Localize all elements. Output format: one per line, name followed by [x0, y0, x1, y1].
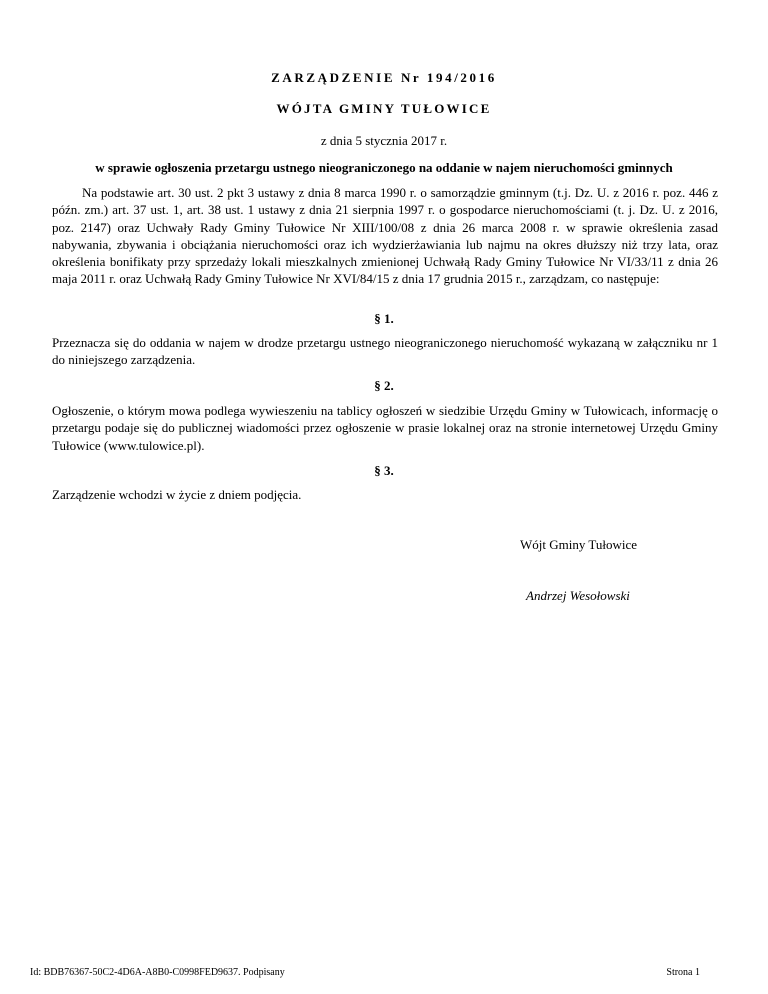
document-title: ZARZĄDZENIE Nr 194/2016	[271, 70, 497, 85]
section-2-heading: § 2.	[374, 378, 394, 393]
footer-page-number: Strona 1	[666, 967, 700, 978]
signature-title: Wójt Gminy Tułowice	[520, 537, 638, 552]
document-date: z dnia 5 stycznia 2017 r.	[320, 133, 448, 148]
signature-name: Andrzej Wesołowski	[526, 588, 630, 603]
document-authority: WÓJTA GMINY TUŁOWICE	[276, 101, 492, 116]
footer-document-id: Id: BDB76367-50C2-4D6A-A8B0-C0998FED9637. Podpisany	[30, 967, 285, 978]
intro-paragraph: Na podstawie art. 30 ust. 2 pkt 3 ustawy z dnia 8 marca 1990 r. o samorządzie gminnym (t.j. Dz. U. z 2016 r. poz. 446 z późn. zm.) art. 37 ust. 1, art. 38 ust. 1 ustawy z dnia 21 sierpnia 1997 r. o gospodarce nieruchomościami (t. j. Dz. U. z 2016, poz. 2147) oraz Uchwały Rady Gminy Tułowice Nr XIII/100/08 z dnia 26 marca 2008 r. w sprawie określenia zasad nabywania, zbywania i obciążania nieruchomości oraz ich wydzierżawiania lub najmu na okres dłuższy niż trzy lata, oraz określenia bonifikaty przy sprzedaży lokali mieszkalnych zmienionej Uchwałą Rady Gminy Tułowice Nr VI/33/11 z dnia 26 maja 2011 r. oraz Uchwałą Rady Gminy Tułowice Nr XVI/84/15 z dnia 17 grudnia 2015 r., zarządzam, co następuje:	[52, 185, 718, 287]
document-subject: w sprawie ogłoszenia przetargu ustnego nieograniczonego na oddanie w najem nieruchomości gminnych	[95, 160, 673, 175]
section-3-text: Zarządzenie wchodzi w życie z dniem podjęcia.	[52, 487, 302, 502]
section-3-heading: § 3.	[374, 463, 394, 478]
section-1-heading: § 1.	[374, 311, 394, 326]
section-1-text: Przeznacza się do oddania w najem w drodze przetargu ustnego nieograniczonego nieruchomość wykazaną w załączniku nr 1 do niniejszego zarządzenia.	[52, 335, 718, 368]
section-2-text: Ogłoszenie, o którym mowa podlega wywieszeniu na tablicy ogłoszeń w siedzibie Urzędu Gminy w Tułowicach, informację o przetargu podaje się do publicznej wiadomości przez ogłoszenie w prasie lokalnej oraz na stronie internetowej Urzędu Gminy Tułowice (www.tulowice.pl).	[52, 403, 718, 453]
